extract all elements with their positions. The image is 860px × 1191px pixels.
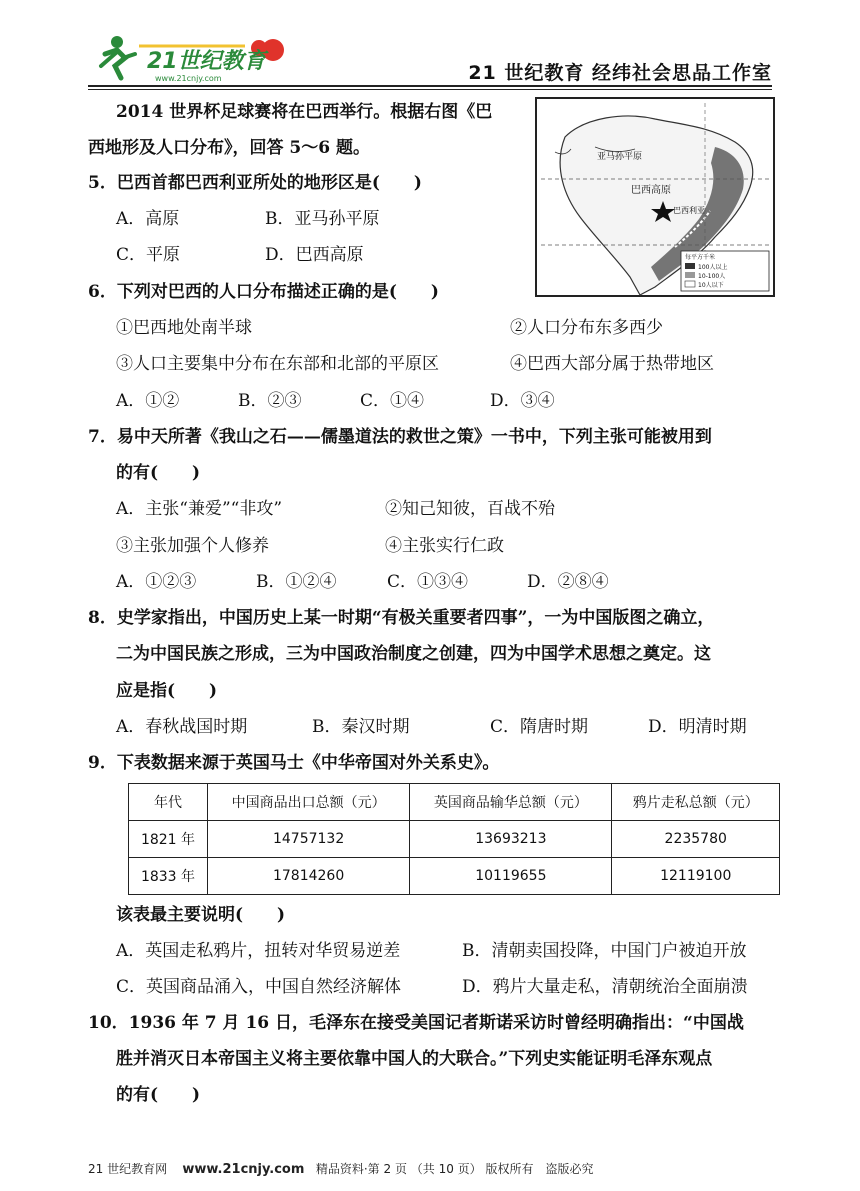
q7-item-4: ④主张实行仁政 [385,536,504,556]
q6-item-2: ②人口分布东多西少 [510,318,663,338]
table-header-cell: 鸦片走私总额（元） [612,784,780,821]
q8-stem-1: 8．史学家指出，中国历史上某一时期“有极关重要者四事”，一为中国版图之确立， [88,608,715,628]
header-divider [88,85,772,87]
logo-text: 21世纪教育 [147,49,266,74]
table-cell: 12119100 [612,858,780,895]
q5-stem: 5．巴西首都巴西利亚所处的地形区是( ) [88,173,422,193]
table-header-cell: 中国商品出口总额（元） [208,784,410,821]
table-header-cell: 英国商品输华总额（元） [410,784,612,821]
intro-line-1: 2014 世界杯足球赛将在巴西举行。根据右图《巴 [116,102,493,122]
q5-option-d: D．巴西高原 [265,245,364,265]
q7-stem-2: 的有( ) [116,463,201,483]
q7-option-c: C．①③④ [387,572,469,592]
q8-stem-2: 二为中国民族之形成，三为中国政治制度之创建，四为中国学术思想之奠定。这 [116,644,711,664]
q9-option-c: C．英国商品涌入，中国自然经济解体 [116,977,402,997]
q5-option-c: C．平原 [116,245,181,265]
q10-stem-2: 胜并消灭日本帝国主义将主要依靠中国人的大联合。”下列史实能证明毛泽东观点 [116,1049,713,1069]
table-cell: 13693213 [410,821,612,858]
q9-option-a: A．英国走私鸦片，扭转对华贸易逆差 [116,941,401,961]
legend-item-low: 10人以下 [698,282,724,289]
q6-item-4: ④巴西大部分属于热带地区 [510,354,714,374]
map-label-amazon: 亚马孙平原 [597,152,643,162]
table-row [129,858,780,895]
q9-option-b: B．清朝卖国投降，中国门户被迫开放 [462,941,747,961]
logo-url: www.21cnjy.com [155,74,222,83]
page-footer [88,1160,593,1177]
q9-stem: 9．下表数据来源于英国马士《中华帝国对外关系史》。 [88,753,500,773]
q8-stem-3: 应是指( ) [116,681,218,701]
q7-option-b: B．①②④ [256,572,337,592]
q7-item-2: ②知己知彼，百战不殆 [385,499,555,519]
footer-site: 21 世纪教育网 [88,1162,168,1176]
map-label-capital: 巴西利亚 [673,206,705,215]
table-cell: 14757132 [208,821,410,858]
q5-option-a: A．高原 [116,209,180,229]
q8-option-a: A．春秋战国时期 [116,717,248,737]
q8-option-c: C．隋唐时期 [490,717,589,737]
map-label-highland: 巴西高原 [631,185,671,196]
table-cell: 10119655 [410,858,612,895]
intro-line-2: 西地形及人口分布》，回答 5～6 题。 [88,138,370,158]
q6-option-b: B．②③ [238,391,302,411]
site-logo [95,32,295,84]
header-title: 21 世纪教育 经纬社会思品工作室 [468,62,772,84]
q6-item-1: ①巴西地处南半球 [116,318,252,338]
table-header-row [129,784,780,821]
q6-option-d: D．③④ [490,391,555,411]
q6-stem: 6．下列对巴西的人口分布描述正确的是( ) [88,282,439,302]
q9-data-table [128,783,780,895]
q9-after: 该表最主要说明( ) [116,905,286,925]
q7-option-d: D．②⑧④ [527,572,609,592]
q6-item-3: ③人口主要集中分布在东部和北部的平原区 [116,354,439,374]
legend-title: 每平方千米 [685,254,716,261]
brazil-terrain-population-map [535,97,775,297]
q6-option-c: C．①④ [360,391,425,411]
q7-option-a: A．①②③ [116,572,197,592]
q9-option-d: D．鸦片大量走私，清朝统治全面崩溃 [462,977,748,997]
q7-item-3: ③主张加强个人修养 [116,536,269,556]
footer-info: 精品资料·第 2 页 （共 10 页） 版权所有 盗版必究 [315,1162,594,1176]
table-row [129,821,780,858]
table-cell: 17814260 [208,858,410,895]
q7-stem-1: 7．易中天所著《我山之石——儒墨道法的救世之策》一书中，下列主张可能被用到 [88,427,712,447]
q6-option-a: A．①② [116,391,180,411]
table-cell: 2235780 [612,821,780,858]
q5-option-b: B．亚马孙平原 [265,209,380,229]
q8-option-b: B．秦汉时期 [312,717,410,737]
q7-item-1: A．主张“兼爱”“非攻” [116,499,283,519]
legend-item-high: 100人以上 [698,264,728,271]
footer-url[interactable]: www.21cnjy.com [182,1162,305,1177]
header-divider-thin [88,89,772,90]
table-cell: 1833 年 [129,858,208,895]
q8-option-d: D．明清时期 [648,717,747,737]
table-header-cell: 年代 [129,784,208,821]
table-cell: 1821 年 [129,821,208,858]
q10-stem-1: 10．1936 年 7 月 16 日，毛泽东在接受美国记者斯诺采访时曾经明确指出：“中国战 [88,1013,744,1033]
q10-stem-3: 的有( ) [116,1085,201,1105]
legend-item-mid: 10-100人 [698,273,726,280]
